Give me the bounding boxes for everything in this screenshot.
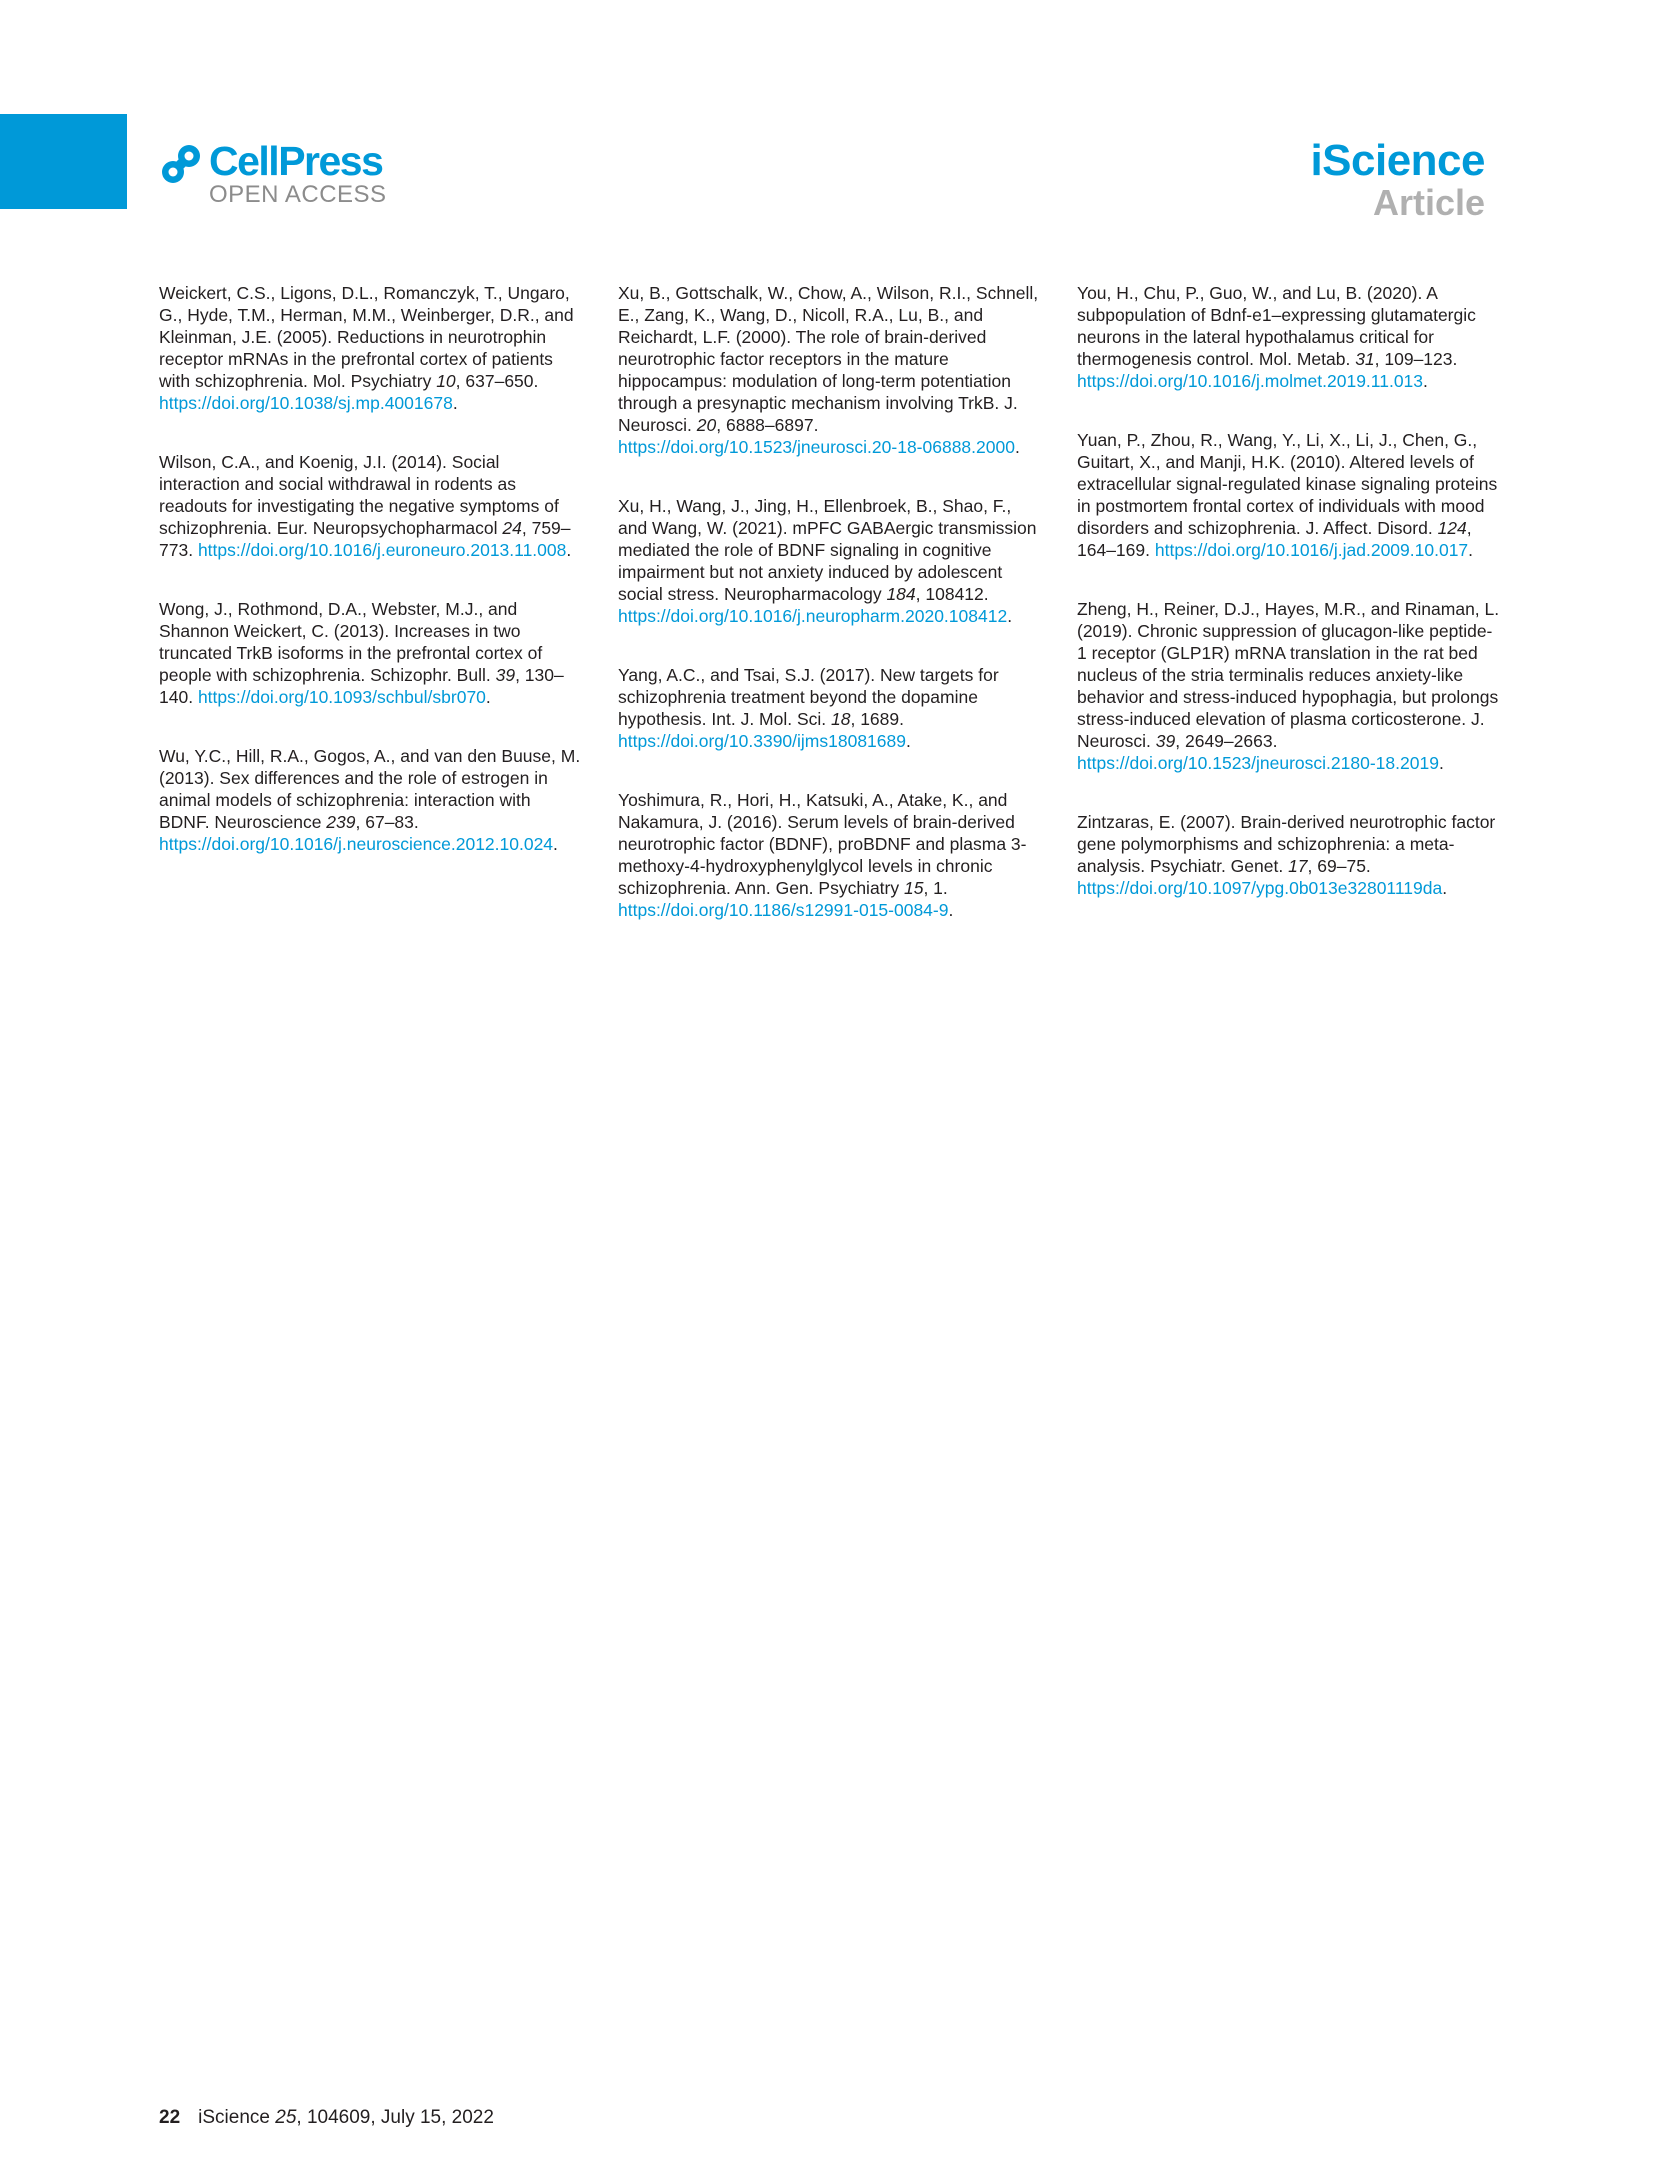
reference-period: . bbox=[1014, 437, 1020, 457]
reference-volume: 39 bbox=[1155, 731, 1176, 751]
journal-name: iScience bbox=[1310, 136, 1485, 185]
reference-entry bbox=[1077, 429, 1500, 561]
reference-entry bbox=[1077, 282, 1500, 392]
brand-subtitle: OPEN ACCESS bbox=[209, 181, 387, 208]
reference-pages: , 109–123. bbox=[1374, 349, 1458, 369]
reference-period: . bbox=[1442, 878, 1448, 898]
cellpress-logo bbox=[159, 140, 387, 208]
reference-period: . bbox=[1423, 371, 1428, 391]
reference-pages: , 6888–6897. bbox=[716, 415, 819, 435]
reference-pages: , 1689. bbox=[850, 709, 904, 729]
reference-doi-link[interactable]: https://doi.org/10.1016/j.jad.2009.10.017 bbox=[1154, 540, 1469, 560]
references-columns bbox=[159, 282, 1500, 958]
reference-volume: 18 bbox=[831, 709, 851, 729]
reference-period: . bbox=[1438, 753, 1444, 773]
reference-doi-link[interactable]: https://doi.org/10.1016/j.molmet.2019.11.013 bbox=[1077, 371, 1424, 391]
reference-doi-link[interactable]: https://doi.org/10.1016/j.euroneuro.2013.11.008 bbox=[197, 540, 567, 560]
reference-entry bbox=[618, 495, 1041, 627]
reference-column-1 bbox=[159, 282, 582, 958]
reference-period: . bbox=[553, 834, 558, 854]
reference-pages: , 2649–2663. bbox=[1175, 731, 1278, 751]
journal-header bbox=[1310, 138, 1485, 222]
reference-column-3 bbox=[1077, 282, 1500, 958]
reference-text: Weickert, C.S., Ligons, D.L., Romanczyk, T., Ungaro, G., Hyde, T.M., Herman, M.M., Weinberger, D.R., and Kleinman, J.E. (2005). Reductions in neurotrophin receptor mRNAs in the prefrontal cortex of patients with schizophrenia. Mol. Psychiatry bbox=[159, 283, 574, 391]
reference-period: . bbox=[485, 687, 491, 707]
reference-entry bbox=[618, 789, 1041, 921]
reference-text: Yoshimura, R., Hori, H., Katsuki, A., Atake, K., and Nakamura, J. (2016). Serum levels of brain-derived neurotrophic factor (BDNF), proBDNF and plasma 3-methoxy-4-hydroxyphenylglycol levels in chronic schizophrenia. Ann. Gen. Psychiatry bbox=[618, 790, 1027, 898]
reference-text: Wilson, C.A., and Koenig, J.I. (2014). Social interaction and social withdrawal in rodents as readouts for investigating the negative symptoms of schizophrenia. Eur. Neuropsychopharmacol bbox=[159, 452, 559, 538]
reference-period: . bbox=[948, 900, 954, 920]
reference-pages: , 1. bbox=[923, 878, 948, 898]
reference-pages: , 69–75. bbox=[1307, 856, 1371, 876]
page-number: 22 bbox=[159, 2107, 181, 2128]
page-footer bbox=[159, 2107, 494, 2129]
article-type: Article bbox=[1372, 182, 1485, 223]
reference-volume: 31 bbox=[1355, 349, 1375, 369]
reference-doi-link[interactable]: https://doi.org/10.1016/j.neuropharm.2020.108412 bbox=[618, 606, 1008, 626]
reference-doi-link[interactable]: https://doi.org/10.1093/schbul/sbr070 bbox=[197, 687, 486, 707]
reference-volume: 184 bbox=[886, 584, 916, 604]
reference-entry bbox=[159, 598, 582, 708]
reference-doi-link[interactable]: https://doi.org/10.3390/ijms18081689 bbox=[618, 731, 906, 751]
reference-pages: , 637–650. bbox=[455, 371, 539, 391]
reference-text: Yang, A.C., and Tsai, S.J. (2017). New targets for schizophrenia treatment beyond the dopamine hypothesis. Int. J. Mol. Sci. bbox=[618, 665, 999, 729]
reference-entry bbox=[159, 282, 582, 414]
reference-volume: 39 bbox=[495, 665, 516, 685]
reference-doi-link[interactable]: https://doi.org/10.1038/sj.mp.4001678 bbox=[159, 393, 453, 413]
reference-pages: , 67–83. bbox=[355, 812, 419, 832]
reference-entry bbox=[618, 664, 1041, 752]
reference-period: . bbox=[566, 540, 572, 560]
reference-text: Zheng, H., Reiner, D.J., Hayes, M.R., and Rinaman, L. (2019). Chronic suppression of glucagon-like peptide-1 receptor (GLP1R) mRNA translation in the rat bed nucleus of the stria terminalis reduces anxiety-like behavior and stress-induced hypophagia, but prolongs stress-induced elevation of plasma corticosterone. J. Neurosci. bbox=[1077, 599, 1500, 751]
reference-entry bbox=[1077, 598, 1500, 774]
reference-doi-link[interactable]: https://doi.org/10.1016/j.neuroscience.2012.10.024 bbox=[159, 834, 554, 854]
brand-name: CellPress bbox=[209, 138, 383, 184]
reference-doi-link[interactable]: https://doi.org/10.1097/ypg.0b013e32801119da bbox=[1077, 878, 1443, 898]
reference-period: . bbox=[1007, 606, 1013, 626]
footer-volume: 25 bbox=[275, 2107, 297, 2128]
reference-doi-link[interactable]: https://doi.org/10.1523/jneurosci.20-18-06888.2000 bbox=[618, 437, 1015, 457]
reference-column-2 bbox=[618, 282, 1041, 958]
reference-period: . bbox=[1468, 540, 1474, 560]
reference-text: Wu, Y.C., Hill, R.A., Gogos, A., and van den Buuse, M. (2013). Sex differences and the role of estrogen in animal models of schizophrenia: interaction with BDNF. Neuroscience bbox=[159, 746, 581, 832]
reference-text: You, H., Chu, P., Guo, W., and Lu, B. (2020). A subpopulation of Bdnf-e1–expressing glutamatergic neurons in the lateral hypothalamus critical for thermogenesis control. Mol. Metab. bbox=[1077, 283, 1476, 369]
reference-pages: , 759–773. bbox=[159, 518, 571, 560]
footer-citation bbox=[198, 2107, 494, 2129]
reference-period: . bbox=[905, 731, 911, 751]
reference-entry bbox=[1077, 811, 1500, 899]
reference-volume: 24 bbox=[502, 518, 522, 538]
reference-pages: , 108412. bbox=[915, 584, 989, 604]
reference-volume: 124 bbox=[1437, 518, 1467, 538]
footer-journal: iScience bbox=[198, 2107, 276, 2128]
reference-pages: , 130–140. bbox=[159, 665, 564, 707]
reference-text: Yuan, P., Zhou, R., Wang, Y., Li, X., Li, J., Chen, G., Guitart, X., and Manji, H.K. (2010). Altered levels of extracellular signal-regulated kinase signaling proteins in postmortem frontal cortex of individuals with mood disorders and schizophrenia. J. Affect. Disord. bbox=[1077, 430, 1498, 538]
reference-text: Zintzaras, E. (2007). Brain-derived neurotrophic factor gene polymorphisms and schizophrenia: a meta-analysis. Psychiatr. Genet. bbox=[1077, 812, 1496, 876]
footer-issue: , 104609, July 15, 2022 bbox=[296, 2107, 494, 2128]
reference-volume: 10 bbox=[436, 371, 456, 391]
header-accent-tab bbox=[0, 114, 127, 209]
reference-entry bbox=[159, 745, 582, 855]
reference-text: Xu, B., Gottschalk, W., Chow, A., Wilson, R.I., Schnell, E., Zang, K., Wang, D., Nicoll, R.A., Lu, B., and Reichardt, L.F. (2000). The role of brain-derived neurotrophic factor receptors in the mature hippocampus: modulation of long-term potentiation through a presynaptic mechanism involving TrkB. J. Neurosci. bbox=[618, 283, 1039, 435]
reference-entry bbox=[159, 451, 582, 561]
reference-volume: 20 bbox=[696, 415, 717, 435]
reference-pages: , 164–169. bbox=[1077, 518, 1472, 560]
reference-text: Wong, J., Rothmond, D.A., Webster, M.J., and Shannon Weickert, C. (2013). Increases in two truncated TrkB isoforms in the prefrontal cortex of people with schizophrenia. Schizophr. Bull. bbox=[159, 599, 543, 685]
reference-volume: 15 bbox=[903, 878, 924, 898]
reference-volume: 17 bbox=[1288, 856, 1308, 876]
reference-text: Xu, H., Wang, J., Jing, H., Ellenbroek, B., Shao, F., and Wang, W. (2021). mPFC GABAergic transmission mediated the role of BDNF signaling in cognitive impairment but not anxiety induced by adolescent social stress. Neuropharmacology bbox=[618, 496, 1037, 604]
cellpress-logo-icon bbox=[159, 142, 203, 188]
reference-doi-link[interactable]: https://doi.org/10.1186/s12991-015-0084-9 bbox=[618, 900, 949, 920]
reference-volume: 239 bbox=[326, 812, 356, 832]
reference-entry bbox=[618, 282, 1041, 458]
reference-doi-link[interactable]: https://doi.org/10.1523/jneurosci.2180-18.2019 bbox=[1077, 753, 1439, 773]
reference-period: . bbox=[452, 393, 458, 413]
